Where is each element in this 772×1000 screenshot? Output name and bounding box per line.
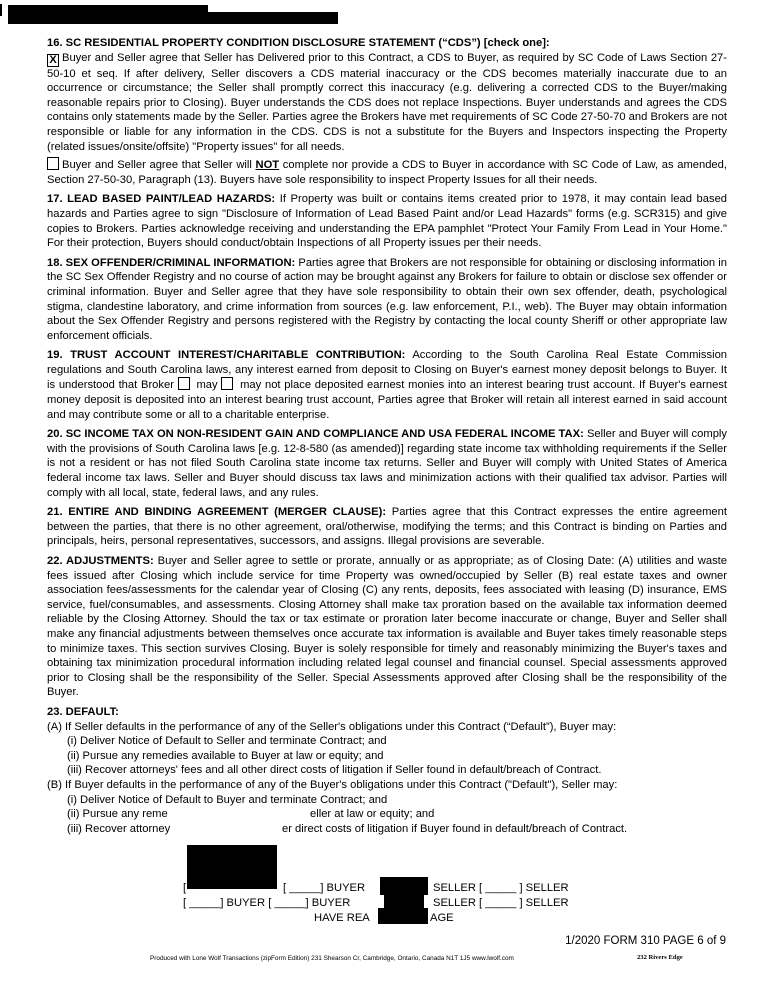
sig-row-2-a: [ _____] BUYER [ _____] BUYER — [183, 897, 351, 909]
default-b-ii-a: (ii) Pursue any reme — [67, 808, 168, 821]
sig-row-1-a: [ — [183, 882, 187, 894]
section-18-heading: 18. SEX OFFENDER/CRIMINAL INFORMATION: — [47, 256, 296, 269]
section-22-body: Buyer and Seller agree to settle or prorate, annually or as appropriate; as of Closing Date: (A) utilities and waste fees issued after Closing which include service for time Property was owned/occupied by Seller (B) real estate taxes and owner association fees/assessments for the calendar year of Closing (C) any rents, deposits, fees associated with leasing (D) insurance, EMS service, fuel/consumables, and assessments. Closing Attorney shall make tax proration based on the available tax information deemed reliable by the Closing Attorney. Should the tax or tax estimate or proration later become inaccurate or change, Buyer and Seller shall make any financial adjustments between themselves once accurate tax information is available and Buyer takes timely reasonable steps to minimize taxes. This section survives Closing. Buyer is solely responsible for timely and reasonably minimizing the Buyer's taxes and obtaining tax minimization procedural information including related legal counsel and financial counsel. Special assessments approved prior to Closing shall be the responsibility of the Seller. Special Assessments approved after Closing shall be the responsibility of the Buyer. — [47, 555, 728, 699]
section-16 — [47, 36, 727, 154]
redacted-block-4 — [378, 908, 428, 924]
form-page-number: 1/2020 FORM 310 PAGE 6 of 9 — [565, 935, 726, 947]
cds-opt2-not: NOT — [255, 159, 280, 172]
section-19-body-b: may not place deposited earnest monies into an interest bearing trust account. If Buyer's earnest money deposit is deposited into an interest bearing trust account, Parties agree that Broker will retain all interest earned in said account and may contribute some or all to a charitable enterprise. — [47, 379, 728, 421]
contract-page — [47, 36, 727, 836]
section-18 — [47, 256, 727, 344]
default-a-i: (i) Deliver Notice of Default to Seller and terminate Contract; and — [67, 735, 387, 748]
default-a-iii: (iii) Recover attorneys' fees and all other direct costs of litigation if Seller found in default/breach of Contract. — [67, 764, 602, 777]
section-17-heading: 17. LEAD BASED PAINT/LEAD HAZARDS: — [47, 193, 276, 206]
default-b-intro: (B) If Buyer defaults in the performance of any of the Buyer's obligations under this Contract ("Default"), Seller may: — [47, 778, 618, 791]
sig-row-3-b: AGE — [430, 912, 454, 924]
section-23-heading: 23. DEFAULT: — [47, 705, 119, 718]
default-b-iii-a: (iii) Recover attorney — [67, 822, 171, 835]
broker-may-checkbox[interactable] — [178, 377, 190, 390]
default-b-ii — [47, 807, 727, 822]
cds-not-provided-checkbox[interactable] — [47, 157, 59, 170]
cds-delivered-text: Buyer and Seller agree that Seller has Delivered prior to this Contract, a CDS to Buyer, as required by SC Code of Laws Section 27-50-10 et seq. If after delivery, Seller discovers a CDS material inaccuracy or the CDS becomes materially inaccurate due to an occurrence or circumstance; the Seller shall promptly correct this inaccuracy (e.g. delivering a corrected CDS to the Buyer/making reasonable repairs prior to Closing). Buyer understands the CDS does not replace Inspections. Buyer understands and agrees the CDS contains only statements made by the Seller. Parties agree the Brokers have met requirements of SC Code 27-50-70 and Brokers are not responsible or liable for any information in the CDS. CDS is not a substitute for the Buyers and Inspectors inspecting the Property (related issues/onsite/offsite) "Property issues" for all needs. — [47, 51, 727, 153]
section-21 — [47, 505, 727, 549]
scan-edge-mark — [0, 4, 2, 16]
sig-row-3-a: HAVE REA — [314, 912, 370, 924]
cds-opt2-post: complete nor provide a CDS to Buyer in accordance with SC Code of Law, as amended, Section 27-50-30, Paragraph (13). Buyers have sole responsibility to inspect Property Issues for all their needs. — [47, 159, 727, 186]
default-b-i: (i) Deliver Notice of Default to Buyer and terminate Contract; and — [67, 793, 388, 806]
section-16-heading: 16. SC RESIDENTIAL PROPERTY CONDITION DISCLOSURE STATEMENT (“CDS”) [check one]: — [47, 37, 550, 49]
cds-option-not-provided — [47, 157, 727, 187]
section-17-body: If Property was built or contains items created prior to 1978, it may contain lead based hazards and Parties agree to sign "Disclosure of Information of Lead Based Paint and/or Lead Hazards" forms (e.g. SCR315) and give copies to Brokers. Parties acknowledge receiving and understanding the EPA pamphlet "Protect Your Family From Lead in Your Home." For their protection, Buyers should conduct/obtain Inspections of all Property issues per their needs. — [47, 193, 728, 250]
section-21-heading: 21. ENTIRE AND BINDING AGREEMENT (MERGER CLAUSE): — [47, 506, 387, 519]
section-19-heading: 19. TRUST ACCOUNT INTEREST/CHARITABLE CONTRIBUTION: — [47, 349, 406, 362]
section-21-body: Parties agree that this Contract expresses the entire agreement between the parties, that there is no other agreement, oral/otherwise, modifying the terms; and this Contract is binding on Parties and principals, heirs, personal representatives, successors, and assigns. Illegal provisions are severable. — [47, 506, 727, 548]
default-a-ii: (ii) Pursue any remedies available to Buyer at law or equity; and — [67, 749, 384, 762]
section-22 — [47, 554, 727, 700]
cds-opt2-pre: Buyer and Seller agree that Seller will — [62, 159, 256, 172]
redacted-header-2 — [8, 12, 338, 24]
sig-row-1-c: SELLER [ _____ ] SELLER — [433, 882, 569, 894]
broker-may-label: may — [192, 379, 222, 392]
broker-may-not-checkbox[interactable] — [221, 377, 233, 390]
section-19 — [47, 348, 727, 422]
produced-with-line: Produced with Lone Wolf Transactions (zipForm Edition) 231 Shearson Cr, Cambridge, Ontario, Canada N1T 1J5 www.lwolf.com — [150, 955, 514, 962]
section-20 — [47, 427, 727, 500]
section-19-body-a: According to the South Carolina Real Estate Commission regulations and South Carolina laws, any interest earned from deposit to Closing on Buyer's earnest money deposit belongs to Buyer. It is understood that Broker — [47, 349, 728, 392]
property-address: 232 Rivers Edge — [637, 954, 683, 961]
default-b-iii-b: er direct costs of litigation if Buyer found in default/breach of Contract. — [282, 822, 628, 835]
section-17 — [47, 192, 727, 250]
sig-row-1-b: [ _____] BUYER — [283, 882, 366, 894]
default-b-ii-b: eller at law or equity; and — [310, 808, 435, 821]
section-23 — [47, 705, 727, 836]
cds-delivered-checkbox[interactable]: X — [47, 54, 59, 67]
section-18-body: Parties agree that Brokers are not responsible for obtaining or disclosing information in the SC Sex Offender Registry and no course of action may be brought against any Brokers for failure to obtain or disclose sex offender or criminal information. Buyer and Seller agree that they have sole responsibility to obtain their own sex offender, death, psychological stigma, clandestine laboratory, and crime information from sources (e.g. law enforcement, P.I., web). The Buyer may obtain information about the Sex Offender Registry and persons registered with the Registry by contacting the local county Sheriff or other appropriate law enforcement officials. — [47, 256, 727, 342]
default-a-intro: (A) If Seller defaults in the performance of any of the Seller's obligations under this Contract (“Default”), Buyer may: — [47, 720, 617, 733]
cds-option-delivered — [47, 51, 727, 155]
section-20-body: Seller and Buyer will comply with the provisions of South Carolina laws [e.g. 12-8-580 (as amended)] regarding state income tax withholding requirements if the Seller is not a resident or has not filed South Carolina state income tax returns. Seller and Buyer will comply with United States of America federal income tax laws. Seller and Buyer should discuss tax laws and minimization actions with their qualified tax advisor. Parties will comply with all local, state, federal laws, and any rules. — [47, 428, 727, 499]
section-20-heading: 20. SC INCOME TAX ON NON-RESIDENT GAIN AND COMPLIANCE AND USA FEDERAL INCOME TAX: — [47, 428, 584, 441]
sig-row-2-c: SELLER [ _____ ] SELLER — [433, 897, 569, 909]
redacted-block-1 — [187, 845, 277, 889]
default-b-iii — [47, 822, 727, 837]
section-22-heading: 22. ADJUSTMENTS: — [47, 555, 154, 567]
